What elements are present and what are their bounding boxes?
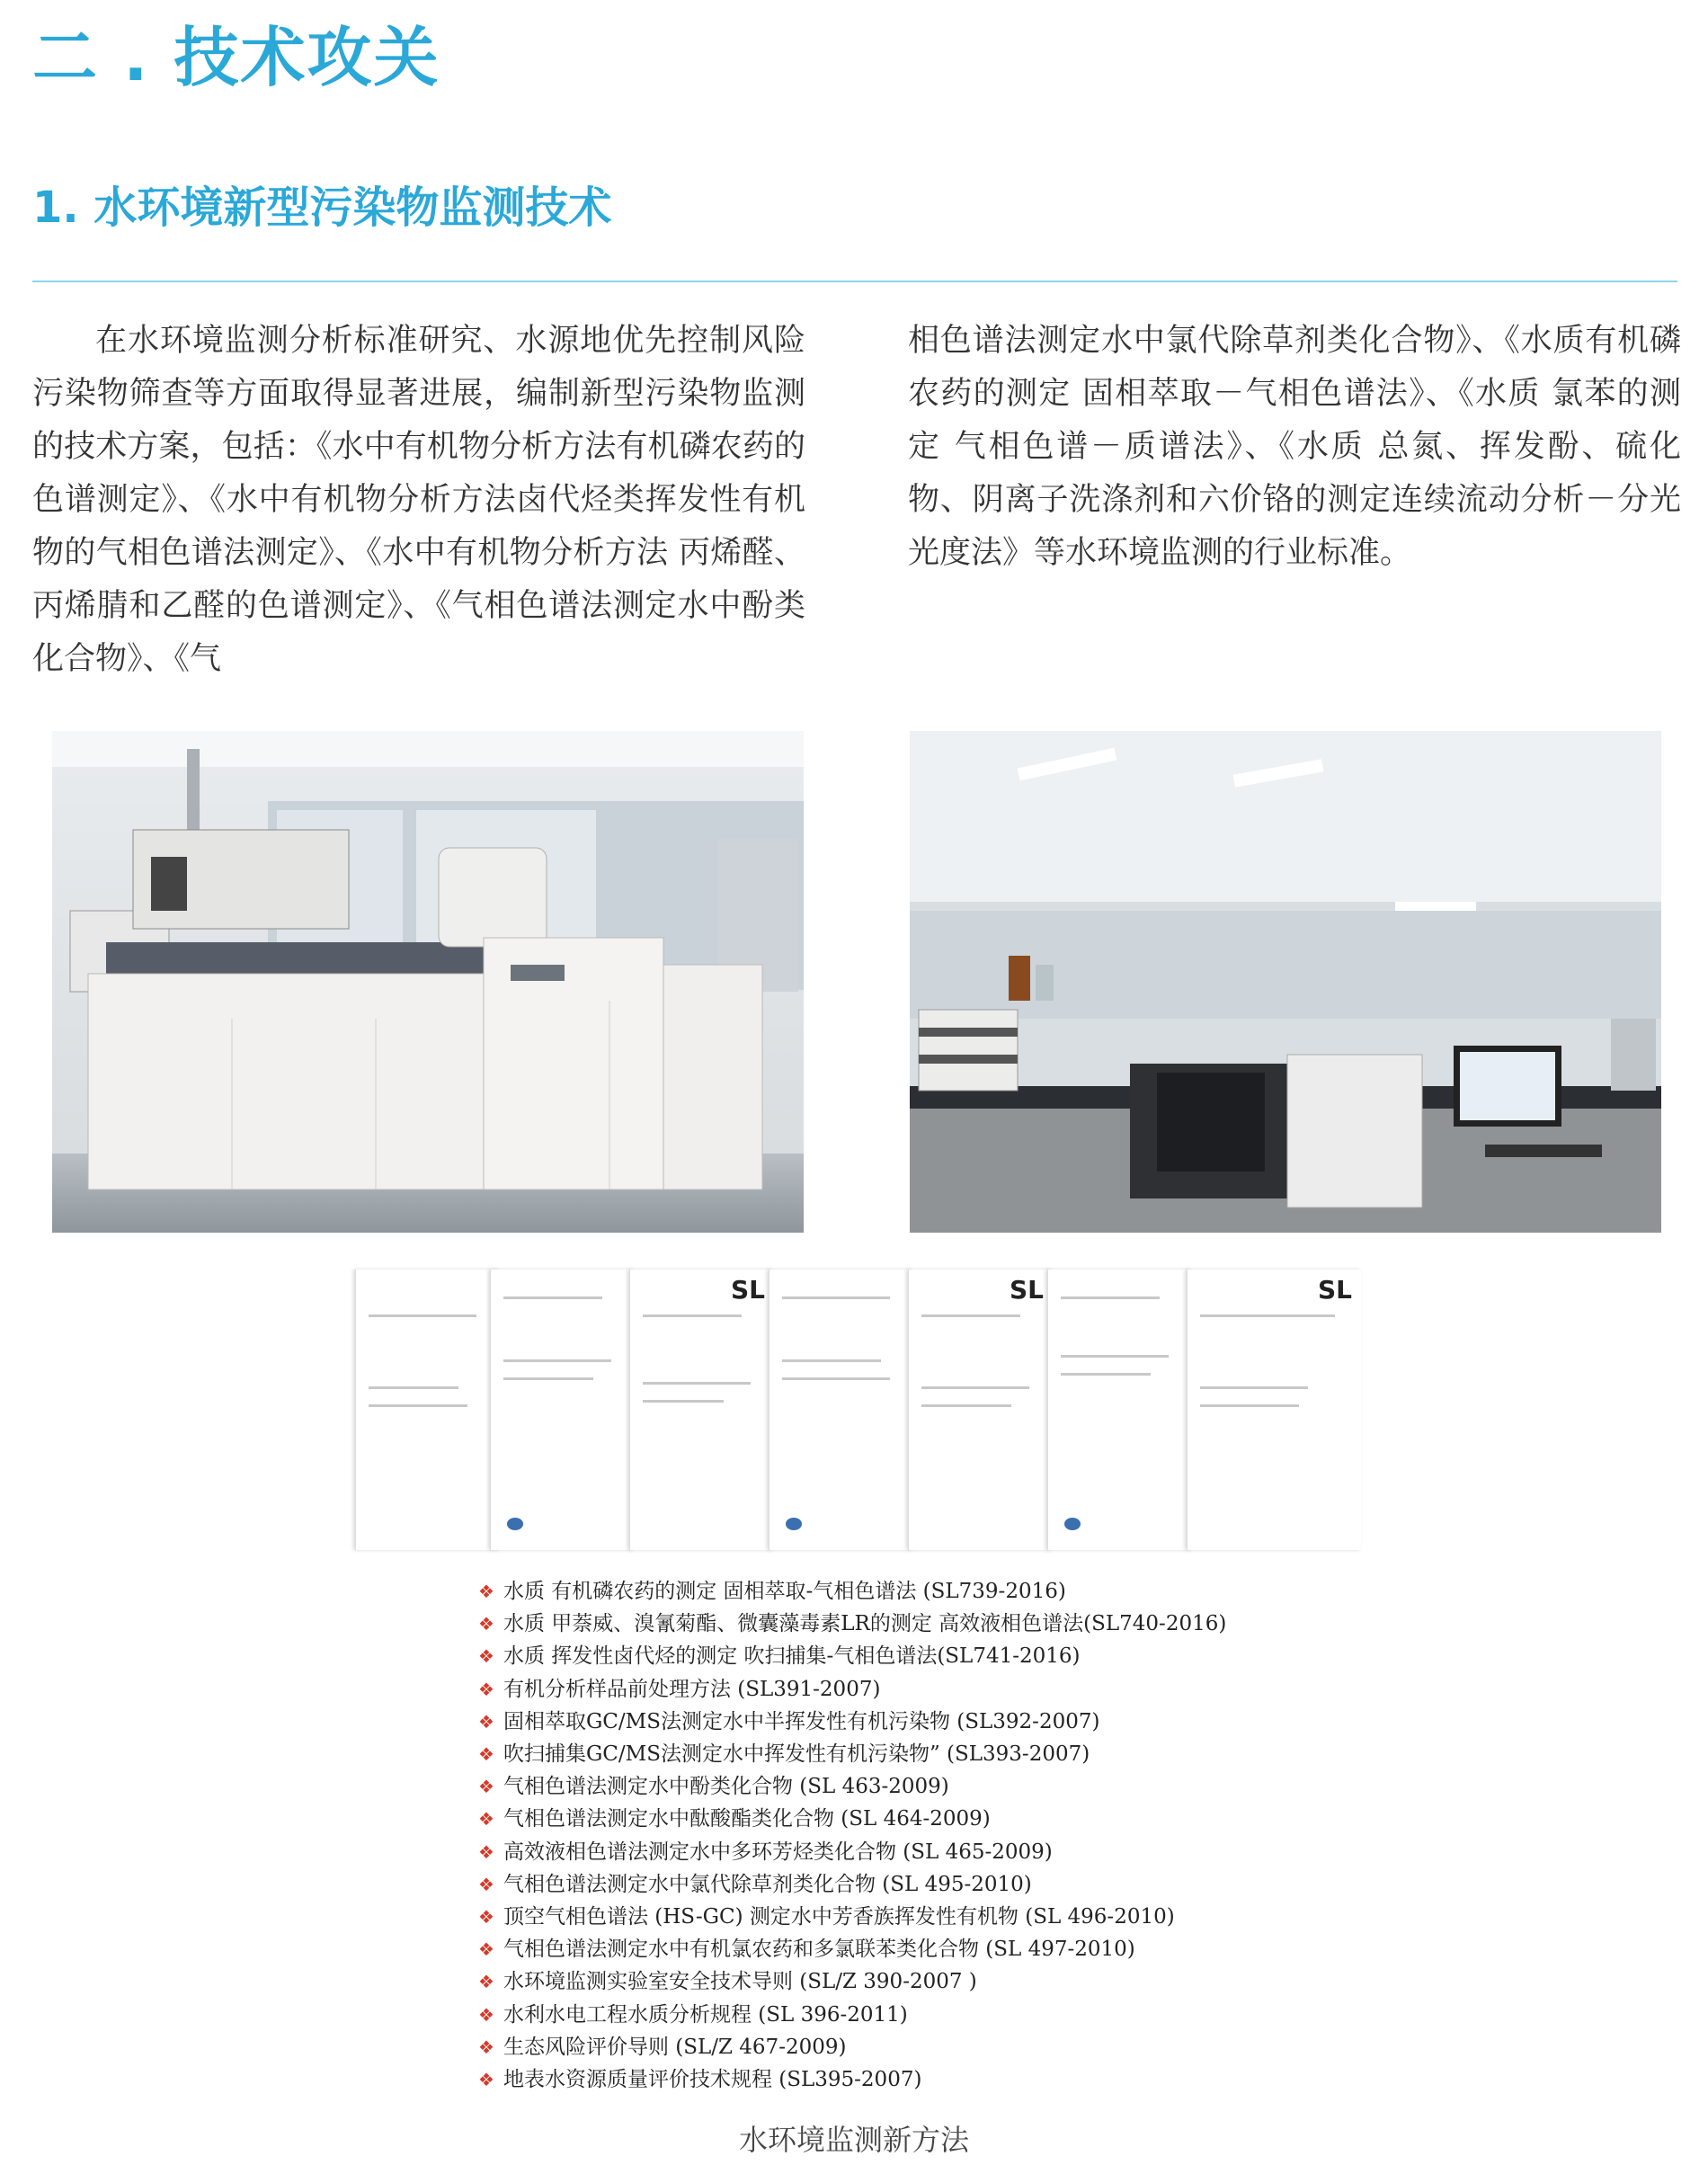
list-item: ❖ 水利水电工程水质分析规程 (SL 396-2011) <box>478 2002 908 2027</box>
body-column-left <box>32 315 805 686</box>
list-item: ❖ 地表水资源质量评价技术规程 (SL395-2007) <box>478 2068 922 2092</box>
diamond-bullet-icon: ❖ <box>478 1710 494 1733</box>
diamond-bullet-icon: ❖ <box>478 1840 494 1863</box>
diamond-bullet-icon: ❖ <box>478 1906 494 1929</box>
standard-cover <box>490 1270 635 1550</box>
standard-cover-mark: SL <box>730 1275 765 1305</box>
diamond-bullet-icon: ❖ <box>478 2003 494 2026</box>
diamond-bullet-icon: ❖ <box>478 1873 494 1895</box>
list-item: ❖ 有机分析样品前处理方法 (SL391-2007) <box>478 1677 881 1701</box>
list-item: ❖ 气相色谱法测定水中酞酸酯类化合物 (SL 464-2009) <box>478 1807 991 1831</box>
list-item: ❖ 水质 挥发性卤代烃的测定 吹扫捕集-气相色谱法(SL741-2016) <box>478 1644 1081 1669</box>
standards-list <box>478 1575 1377 2096</box>
list-item: ❖ 气相色谱法测定水中氯代除草剂类化合物 (SL 495-2010) <box>478 1872 1032 1896</box>
standard-cover <box>1047 1270 1192 1550</box>
subsection-title: 1. 水环境新型污染物监测技术 <box>32 183 612 233</box>
lab-photo-instrument <box>52 731 804 1233</box>
list-item: ❖ 水质 有机磷农药的测定 固相萃取-气相色谱法 (SL739-2016) <box>478 1580 1066 1603</box>
diamond-bullet-icon: ❖ <box>478 2069 494 2091</box>
standard-cover-mark: SL <box>1009 1275 1044 1305</box>
list-item: ❖ 气相色谱法测定水中有机氯农药和多氯联苯类化合物 (SL 497-2010) <box>478 1938 1135 1962</box>
diamond-bullet-icon: ❖ <box>478 1971 494 1993</box>
diamond-bullet-icon: ❖ <box>478 1776 494 1798</box>
standard-covers <box>355 1270 1360 1550</box>
diamond-bullet-icon: ❖ <box>478 1743 494 1766</box>
standard-cover <box>908 1270 1053 1550</box>
figure-caption: 水环境监测新方法 <box>738 2123 969 2157</box>
diamond-bullet-icon: ❖ <box>478 1581 494 1602</box>
paragraph-right: 相色谱法测定水中氯代除草剂类化合物》、《水质有机磷农药的测定 固相萃取－气相色谱法》、《水质 氯苯的测定 气相色谱－质谱法》、《水质 总氮、挥发酚、硫化物、阴离子洗涤剂和六价铬的测定连续流动分析－分光光度法》等水环境监测的行业标准。 <box>908 323 1681 571</box>
diamond-bullet-icon: ❖ <box>478 1808 494 1831</box>
list-item: ❖ 水质 甲萘威、溴氰菊酯、微囊藻毒素LR的测定 高效液相色谱法(SL740-2016) <box>478 1612 1227 1636</box>
body-column-right <box>908 315 1681 580</box>
standard-cover-mark: SL <box>1317 1275 1352 1305</box>
diamond-bullet-icon: ❖ <box>478 1678 494 1700</box>
list-item: ❖ 顶空气相色谱法 (HS-GC) 测定水中芳香族挥发性有机物 (SL 496-2010) <box>478 1905 1175 1929</box>
divider <box>32 281 1677 282</box>
diamond-bullet-icon: ❖ <box>478 1613 494 1635</box>
list-item: ❖ 气相色谱法测定水中酚类化合物 (SL 463-2009) <box>478 1775 949 1799</box>
diamond-bullet-icon: ❖ <box>478 1645 494 1668</box>
list-item: ❖ 固相萃取GC/MS法测定水中半挥发性有机污染物 (SL392-2007) <box>478 1709 1100 1733</box>
standard-cover <box>355 1270 500 1550</box>
paragraph-left: 在水环境监测分析标准研究、水源地优先控制风险污染物筛查等方面取得显著进展，编制新型污染物监测的技术方案，包括：《水中有机物分析方法有机磷农药的色谱测定》、《水中有机物分析方法卤代烃类挥发性有机物的气相色谱法测定》、《水中有机物分析方法 丙烯醛、丙烯腈和乙醛的色谱测定》、《气相色谱法测定水中酚类化合物》、《气 <box>32 323 805 677</box>
list-item: ❖ 生态风险评价导则 (SL/Z 467-2009) <box>478 2035 847 2059</box>
section-title: 二 . 技术攻关 <box>32 20 440 95</box>
diamond-bullet-icon: ❖ <box>478 1938 494 1961</box>
list-item: ❖ 高效液相色谱法测定水中多环芳烃类化合物 (SL 465-2009) <box>478 1840 1053 1864</box>
standard-cover <box>769 1270 913 1550</box>
list-item: ❖ 水环境监测实验室安全技术导则 (SL/Z 390-2007 ) <box>478 1970 977 1994</box>
lab-photo-instrument-image <box>52 731 804 1233</box>
standard-cover <box>1187 1270 1361 1550</box>
lab-photo-room <box>910 731 1661 1233</box>
standard-cover <box>629 1270 774 1550</box>
lab-photo-room-image <box>910 731 1661 1233</box>
diamond-bullet-icon: ❖ <box>478 2036 494 2058</box>
list-item: ❖ 吹扫捕集GC/MS法测定水中挥发性有机污染物” (SL393-2007) <box>478 1742 1090 1767</box>
